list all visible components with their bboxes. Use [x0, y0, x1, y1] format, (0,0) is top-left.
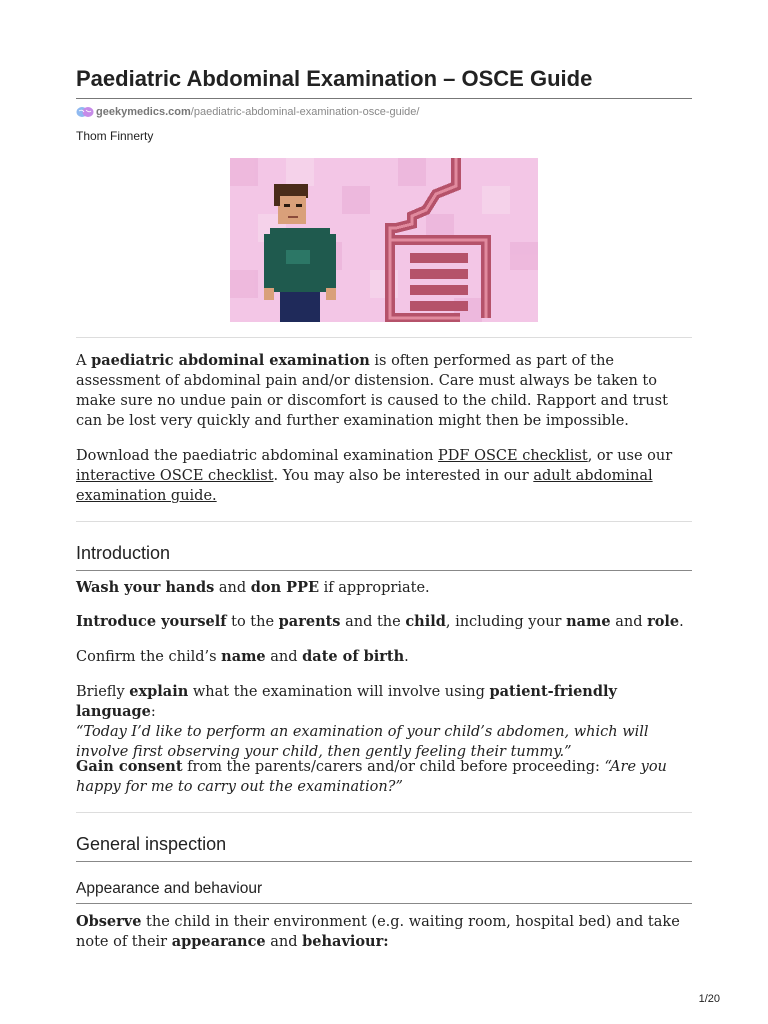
divider — [76, 812, 692, 813]
divider — [76, 337, 692, 338]
download-paragraph: Download the paediatric abdominal examination PDF OSCE checklist, or use our interactive OSCE checklist. You may also be interested in our adult abdominal examination guide. — [76, 448, 673, 504]
hero-illustration — [230, 158, 538, 322]
intro-paragraph: A paediatric abdominal examination is often performed as part of the assessment of abdominal pain and/or distension. Care must always be taken to make sure no undue pain or discomfort is caused to the child. Rapport and trust can be lost very quickly and further examination might then be impossible. — [76, 352, 668, 429]
adult-exam-guide-link[interactable]: adult abdominal examination guide. — [76, 468, 653, 504]
url-domain: geekymedics.com — [96, 106, 191, 118]
step-gain-consent: Gain consent from the parents/carers and/or child before proceeding: “Are you happy for me to carry out the examination?” — [76, 758, 667, 795]
url-path: /paediatric-abdominal-examination-osce-guide/ — [190, 106, 420, 118]
subheading-appearance-behaviour: Appearance and behaviour — [76, 880, 692, 904]
divider — [76, 521, 692, 522]
step-introduce-yourself: Introduce yourself to the parents and the child, including your name and role. — [76, 613, 684, 630]
page-title: Paediatric Abdominal Examination – OSCE Guide — [76, 66, 692, 99]
section-heading-introduction: Introduction — [76, 543, 692, 571]
step-explain: Briefly explain what the examination will involve using patient-friendly language: “Today I’d like to perform an examination of your child’s abdomen, which will involve first observing your child, then gently feeling their tummy.” — [76, 683, 649, 760]
source-url[interactable] — [76, 106, 419, 118]
page-number: 1/20 — [698, 993, 720, 1005]
step-wash-hands: Wash your hands and don PPE if appropriate. — [76, 579, 430, 596]
brain-logo-icon — [76, 106, 94, 118]
interactive-checklist-link[interactable]: interactive OSCE checklist — [76, 468, 274, 484]
step-confirm-identity: Confirm the child’s name and date of birth. — [76, 648, 409, 665]
pdf-checklist-link[interactable]: PDF OSCE checklist — [438, 448, 588, 464]
section-heading-general-inspection: General inspection — [76, 834, 692, 862]
author-name: Thom Finnerty — [76, 129, 154, 143]
observe-paragraph: Observe the child in their environment (e.g. waiting room, hospital bed) and take note of their appearance and behaviour: — [76, 913, 680, 950]
